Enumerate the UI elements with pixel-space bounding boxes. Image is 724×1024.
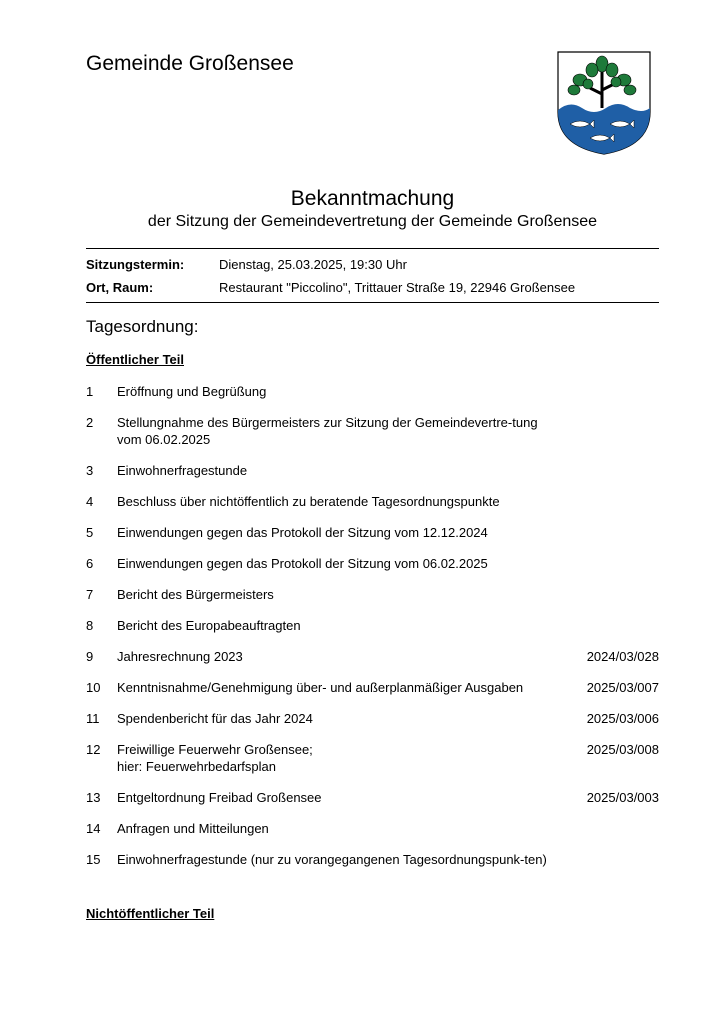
agenda-item-number: 8 — [86, 618, 94, 633]
agenda-item — [86, 462, 659, 479]
agenda-item-reference — [557, 493, 659, 510]
meeting-details — [86, 248, 659, 303]
agenda-item-number: 5 — [86, 525, 94, 540]
agenda-item-number: 15 — [86, 852, 101, 867]
agenda-item-number: 11 — [86, 711, 100, 726]
agenda-item — [86, 851, 659, 868]
municipality-name: Gemeinde Großensee — [86, 52, 294, 75]
agenda-item-number: 6 — [86, 556, 94, 571]
announcement-subtitle: der Sitzung der Gemeindevertretung der Gemeinde Großensee — [147, 213, 598, 230]
agenda-item-title: Spendenbericht für das Jahr 2024 — [117, 711, 313, 726]
agenda-item-number: 2 — [86, 415, 94, 430]
agenda-item-reference — [557, 414, 659, 448]
agenda-item-title: Beschluss über nichtöffentlich zu beratende Tagesordnungspunkte — [117, 494, 500, 509]
agenda-item-number: 1 — [86, 384, 94, 399]
announcement-title: Bekanntmachung — [290, 187, 455, 210]
agenda-item-number: 12 — [86, 742, 101, 757]
agenda-item-title: Freiwillige Feuerwehr Großensee; hier: Feuerwehrbedarfsplan — [117, 742, 313, 774]
public-section-heading: Öffentlicher Teil — [86, 352, 184, 367]
agenda-item-title: Einwohnerfragestunde — [117, 463, 248, 478]
agenda-item — [86, 414, 659, 448]
agenda-item-title: Stellungnahme des Bürgermeisters zur Sitzung der Gemeindevertre-tung vom 06.02.2025 — [117, 415, 538, 447]
agenda-item-reference: 2025/03/006 — [586, 711, 659, 726]
agenda-item-title: Einwendungen gegen das Protokoll der Sitzung vom 06.02.2025 — [117, 556, 488, 571]
agenda-item-reference — [557, 383, 659, 400]
agenda-item-reference: 2025/03/003 — [586, 790, 659, 805]
agenda-item-reference — [557, 555, 659, 572]
private-section-heading: Nichtöffentlicher Teil — [86, 906, 215, 921]
meeting-place-row — [86, 276, 659, 299]
agenda-item-reference: 2024/03/028 — [586, 649, 659, 664]
meeting-date-label: Sitzungstermin: — [86, 257, 185, 272]
agenda-item-title: Entgeltordnung Freibad Großensee — [117, 790, 322, 805]
agenda-item-reference — [557, 820, 659, 837]
agenda-item-title: Einwohnerfragestunde (nur zu vorangegangenen Tagesordnungspunk-ten) — [117, 852, 547, 867]
agenda-item-reference — [557, 617, 659, 634]
agenda-item-reference — [557, 586, 659, 603]
coat-of-arms-icon — [556, 50, 652, 156]
agenda-item — [86, 820, 659, 837]
agenda-item — [86, 555, 659, 572]
agenda-item-reference: 2025/03/007 — [586, 680, 659, 695]
agenda-item-number: 4 — [86, 494, 94, 509]
agenda-item-title: Anfragen und Mitteilungen — [117, 821, 269, 836]
meeting-place-label: Ort, Raum: — [86, 280, 154, 295]
agenda-item — [86, 586, 659, 603]
agenda-item-reference — [557, 851, 659, 868]
meeting-place-value: Restaurant "Piccolino", Trittauer Straße 19, 22946 Großensee — [219, 280, 576, 295]
agenda-item-title: Kenntnisnahme/Genehmigung über- und außerplanmäßiger Ausgaben — [117, 680, 524, 695]
agenda-item-title: Jahresrechnung 2023 — [117, 649, 243, 664]
agenda-item-title: Bericht des Bürgermeisters — [117, 587, 274, 602]
agenda-item-number: 13 — [86, 790, 101, 805]
agenda-item — [86, 617, 659, 634]
agenda-item-title: Einwendungen gegen das Protokoll der Sitzung vom 12.12.2024 — [117, 525, 488, 540]
agenda-item — [86, 741, 659, 775]
agenda-item — [86, 524, 659, 541]
agenda-item — [86, 383, 659, 400]
meeting-date-row — [86, 253, 659, 276]
agenda-item — [86, 493, 659, 510]
agenda-item-number: 10 — [86, 680, 101, 695]
agenda-item — [86, 648, 659, 665]
agenda-item — [86, 710, 659, 727]
agenda-item-number: 3 — [86, 463, 94, 478]
agenda-item-number: 9 — [86, 649, 94, 664]
agenda-item — [86, 679, 659, 696]
agenda-item-reference: 2025/03/008 — [586, 742, 659, 757]
agenda-item-reference — [557, 462, 659, 479]
agenda-item-title: Eröffnung und Begrüßung — [117, 384, 267, 399]
agenda-item-number: 14 — [86, 821, 101, 836]
agenda-item-title: Bericht des Europabeauftragten — [117, 618, 301, 633]
agenda-heading: Tagesordnung: — [86, 317, 199, 336]
meeting-date-value: Dienstag, 25.03.2025, 19:30 Uhr — [219, 257, 407, 272]
agenda-item — [86, 789, 659, 806]
agenda-list — [86, 383, 659, 882]
agenda-item-number: 7 — [86, 587, 94, 602]
agenda-item-reference — [557, 524, 659, 541]
announcement-title-block — [86, 186, 659, 232]
